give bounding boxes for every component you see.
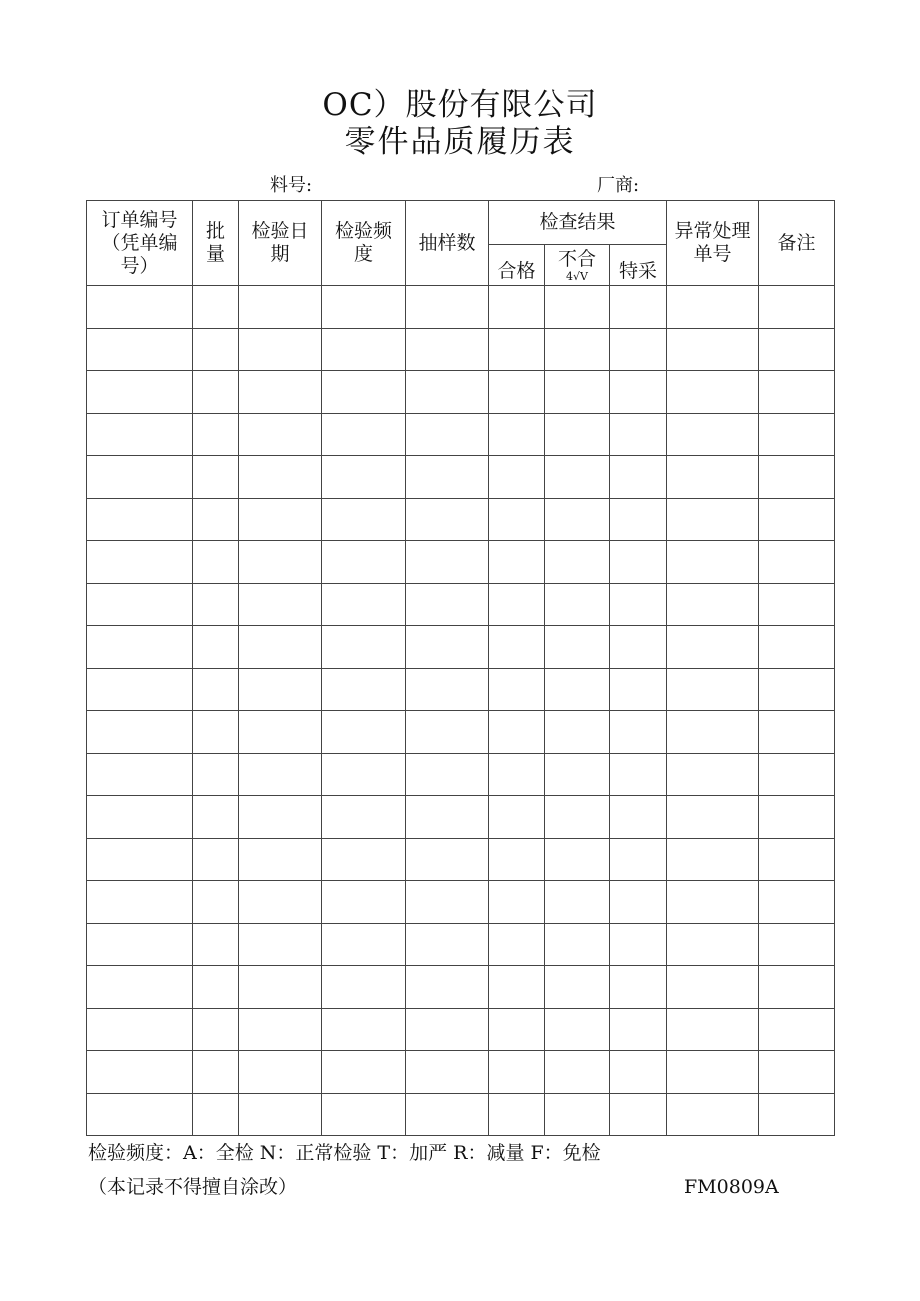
table-cell[interactable] (406, 966, 489, 1009)
table-cell[interactable] (667, 881, 759, 924)
table-cell[interactable] (239, 711, 322, 754)
table-cell[interactable] (759, 371, 835, 414)
table-cell[interactable] (545, 626, 610, 669)
table-row (87, 286, 835, 329)
header-fail-note: 4√V (566, 269, 588, 283)
header-inspection-date: 检验日 期 (239, 201, 322, 286)
table-cell[interactable] (759, 541, 835, 584)
table-cell[interactable] (759, 413, 835, 456)
table-cell[interactable] (759, 456, 835, 499)
table-cell[interactable] (610, 1093, 667, 1136)
table-cell[interactable] (239, 796, 322, 839)
table-cell[interactable] (759, 838, 835, 881)
table-cell[interactable] (759, 328, 835, 371)
table-cell[interactable] (239, 1093, 322, 1136)
header-pass: 合格 (489, 245, 545, 286)
table-cell[interactable] (239, 626, 322, 669)
table-cell[interactable] (489, 328, 545, 371)
table-cell[interactable] (610, 923, 667, 966)
table-row (87, 498, 835, 541)
table-cell[interactable] (87, 966, 193, 1009)
table-row (87, 413, 835, 456)
table-cell[interactable] (545, 1051, 610, 1094)
table-cell[interactable] (322, 711, 406, 754)
table-row (87, 626, 835, 669)
table-row (87, 371, 835, 414)
table-cell[interactable] (545, 456, 610, 499)
table-cell[interactable] (322, 583, 406, 626)
table-cell[interactable] (322, 1093, 406, 1136)
table-cell[interactable] (545, 1093, 610, 1136)
table-cell[interactable] (87, 413, 193, 456)
part-number-label: 料号: (270, 175, 313, 196)
table-cell[interactable] (87, 881, 193, 924)
table-cell[interactable] (322, 796, 406, 839)
table-row (87, 796, 835, 839)
table-cell[interactable] (406, 286, 489, 329)
table-cell[interactable] (759, 966, 835, 1009)
table-cell[interactable] (667, 626, 759, 669)
table-cell[interactable] (322, 923, 406, 966)
table-cell[interactable] (193, 1008, 239, 1051)
table-cell[interactable] (667, 583, 759, 626)
table-row (87, 1008, 835, 1051)
table-cell[interactable] (322, 753, 406, 796)
table-cell[interactable] (489, 1008, 545, 1051)
table-cell[interactable] (610, 498, 667, 541)
table-cell[interactable] (759, 881, 835, 924)
company-name: OC）股份有限公司 (322, 87, 598, 123)
table-row (87, 668, 835, 711)
table-cell[interactable] (667, 371, 759, 414)
table-cell[interactable] (87, 796, 193, 839)
table-cell[interactable] (610, 541, 667, 584)
table-cell[interactable] (87, 1008, 193, 1051)
table-cell[interactable] (610, 286, 667, 329)
table-row (87, 456, 835, 499)
table-cell[interactable] (87, 838, 193, 881)
table-cell[interactable] (667, 923, 759, 966)
table-cell[interactable] (87, 711, 193, 754)
table-cell[interactable] (87, 1093, 193, 1136)
table-cell[interactable] (489, 1051, 545, 1094)
quality-history-table (86, 200, 835, 1136)
table-cell[interactable] (322, 838, 406, 881)
table-cell[interactable] (322, 371, 406, 414)
table-cell[interactable] (610, 583, 667, 626)
table-cell[interactable] (610, 456, 667, 499)
table-cell[interactable] (610, 1008, 667, 1051)
table-cell[interactable] (759, 796, 835, 839)
table-cell[interactable] (406, 1008, 489, 1051)
table-cell[interactable] (239, 498, 322, 541)
table-cell[interactable] (489, 1093, 545, 1136)
table-cell[interactable] (406, 456, 489, 499)
table-cell[interactable] (239, 966, 322, 1009)
table-cell[interactable] (87, 668, 193, 711)
table-cell[interactable] (87, 371, 193, 414)
table-cell[interactable] (406, 923, 489, 966)
table-cell[interactable] (489, 753, 545, 796)
table-cell[interactable] (610, 838, 667, 881)
table-cell[interactable] (667, 1093, 759, 1136)
table-cell[interactable] (489, 796, 545, 839)
table-cell[interactable] (87, 498, 193, 541)
table-cell[interactable] (87, 583, 193, 626)
header-lot-size: 批 量 (193, 201, 239, 286)
table-cell[interactable] (322, 498, 406, 541)
table-cell[interactable] (667, 286, 759, 329)
table-cell[interactable] (667, 668, 759, 711)
table-cell[interactable] (193, 583, 239, 626)
table-cell[interactable] (545, 966, 610, 1009)
table-cell[interactable] (193, 1051, 239, 1094)
table-cell[interactable] (667, 328, 759, 371)
table-cell[interactable] (545, 286, 610, 329)
table-cell[interactable] (489, 456, 545, 499)
table-cell[interactable] (759, 626, 835, 669)
table-cell[interactable] (87, 1051, 193, 1094)
table-cell[interactable] (610, 881, 667, 924)
table-row (87, 711, 835, 754)
table-cell[interactable] (489, 626, 545, 669)
table-cell[interactable] (193, 668, 239, 711)
header-inspection-result: 检查结果 (489, 201, 667, 245)
table-cell[interactable] (322, 668, 406, 711)
header-sample-quantity: 抽样数 (406, 201, 489, 286)
table-cell[interactable] (406, 668, 489, 711)
table-cell[interactable] (545, 371, 610, 414)
table-cell[interactable] (610, 626, 667, 669)
table-cell[interactable] (489, 838, 545, 881)
table-cell[interactable] (193, 456, 239, 499)
vendor-label: 厂商: (597, 175, 640, 196)
header-special-acceptance: 特采 (610, 245, 667, 286)
table-cell[interactable] (87, 456, 193, 499)
table-cell[interactable] (239, 838, 322, 881)
table-cell[interactable] (610, 711, 667, 754)
table-row (87, 881, 835, 924)
table-cell[interactable] (87, 328, 193, 371)
table-cell[interactable] (193, 328, 239, 371)
table-cell[interactable] (193, 541, 239, 584)
table-cell[interactable] (759, 1008, 835, 1051)
table-row (87, 328, 835, 371)
table-cell[interactable] (667, 753, 759, 796)
table-cell[interactable] (193, 413, 239, 456)
table-cell[interactable] (545, 1008, 610, 1051)
table-cell[interactable] (239, 668, 322, 711)
table-cell[interactable] (322, 1008, 406, 1051)
no-alteration-note: （本记录不得擅自涂改） (88, 1176, 298, 1198)
table-cell[interactable] (193, 923, 239, 966)
table-cell[interactable] (322, 881, 406, 924)
table-cell[interactable] (667, 796, 759, 839)
table-cell[interactable] (545, 668, 610, 711)
table-cell[interactable] (406, 328, 489, 371)
table-cell[interactable] (322, 626, 406, 669)
table-cell[interactable] (406, 541, 489, 584)
table-cell[interactable] (759, 923, 835, 966)
header-order-number: 订单编号 （凭单编 号） (87, 201, 193, 286)
table-cell[interactable] (759, 583, 835, 626)
table-cell[interactable] (667, 711, 759, 754)
table-cell[interactable] (759, 668, 835, 711)
table-cell[interactable] (87, 626, 193, 669)
table-row (87, 838, 835, 881)
table-cell[interactable] (322, 328, 406, 371)
table-cell[interactable] (545, 583, 610, 626)
table-cell[interactable] (239, 1008, 322, 1051)
table-cell[interactable] (489, 371, 545, 414)
header-row (87, 201, 835, 245)
table-cell[interactable] (759, 286, 835, 329)
form-title: 零件品质履历表 (344, 124, 576, 160)
table-cell[interactable] (759, 711, 835, 754)
table-row (87, 966, 835, 1009)
table-cell[interactable] (322, 456, 406, 499)
table-row (87, 583, 835, 626)
table-cell[interactable] (193, 711, 239, 754)
table-cell[interactable] (489, 498, 545, 541)
table-cell[interactable] (489, 286, 545, 329)
table-cell[interactable] (545, 328, 610, 371)
table-cell[interactable] (239, 583, 322, 626)
table-cell[interactable] (545, 711, 610, 754)
table-cell[interactable] (193, 881, 239, 924)
header-inspection-frequency: 检验频 度 (322, 201, 406, 286)
table-cell[interactable] (545, 881, 610, 924)
table-cell[interactable] (545, 541, 610, 584)
table-cell[interactable] (610, 753, 667, 796)
table-cell[interactable] (239, 328, 322, 371)
table-cell[interactable] (406, 626, 489, 669)
table-cell[interactable] (239, 371, 322, 414)
table-cell[interactable] (545, 796, 610, 839)
table-cell[interactable] (239, 413, 322, 456)
table-cell[interactable] (667, 1051, 759, 1094)
table-cell[interactable] (489, 966, 545, 1009)
table-cell[interactable] (193, 753, 239, 796)
table-cell[interactable] (759, 1093, 835, 1136)
table-cell[interactable] (406, 583, 489, 626)
table-cell[interactable] (667, 456, 759, 499)
table-cell[interactable] (489, 711, 545, 754)
table-cell[interactable] (667, 413, 759, 456)
table-cell[interactable] (667, 1008, 759, 1051)
table-cell[interactable] (489, 668, 545, 711)
table-cell[interactable] (545, 923, 610, 966)
table-cell[interactable] (239, 923, 322, 966)
table-cell[interactable] (239, 1051, 322, 1094)
table-cell[interactable] (489, 413, 545, 456)
table-cell[interactable] (322, 966, 406, 1009)
table-row (87, 1093, 835, 1136)
table-cell[interactable] (193, 626, 239, 669)
table-cell[interactable] (489, 583, 545, 626)
table-cell[interactable] (87, 753, 193, 796)
table-cell[interactable] (667, 966, 759, 1009)
table-cell[interactable] (545, 838, 610, 881)
table-cell[interactable] (322, 1051, 406, 1094)
table-cell[interactable] (406, 1051, 489, 1094)
table-cell[interactable] (193, 838, 239, 881)
table-cell[interactable] (406, 498, 489, 541)
table-cell[interactable] (545, 753, 610, 796)
table-cell[interactable] (667, 838, 759, 881)
table-cell[interactable] (406, 881, 489, 924)
table-cell[interactable] (239, 286, 322, 329)
table-cell[interactable] (610, 413, 667, 456)
table-cell[interactable] (610, 966, 667, 1009)
table-cell[interactable] (489, 541, 545, 584)
table-cell[interactable] (193, 1093, 239, 1136)
table-row (87, 1051, 835, 1094)
table-cell[interactable] (193, 371, 239, 414)
table-cell[interactable] (322, 413, 406, 456)
table-cell[interactable] (610, 796, 667, 839)
table-cell[interactable] (759, 753, 835, 796)
table-cell[interactable] (322, 541, 406, 584)
table-cell[interactable] (545, 413, 610, 456)
table-cell[interactable] (239, 753, 322, 796)
table-cell[interactable] (759, 498, 835, 541)
table-cell[interactable] (610, 1051, 667, 1094)
table-cell[interactable] (406, 753, 489, 796)
frequency-legend: 检验频度：A：全检 N：正常检验 T：加严 R：减量 F：免检 (88, 1142, 601, 1164)
table-cell[interactable] (667, 541, 759, 584)
table-cell[interactable] (239, 881, 322, 924)
table-cell[interactable] (667, 498, 759, 541)
table-cell[interactable] (87, 541, 193, 584)
table-row (87, 923, 835, 966)
table-cell[interactable] (489, 923, 545, 966)
table-cell[interactable] (610, 328, 667, 371)
table-cell[interactable] (87, 923, 193, 966)
table-cell[interactable] (322, 286, 406, 329)
table-cell[interactable] (239, 456, 322, 499)
table-cell[interactable] (406, 838, 489, 881)
table-cell[interactable] (193, 286, 239, 329)
header-fail: 不合 4√V (545, 245, 610, 286)
table-cell[interactable] (545, 498, 610, 541)
table-cell[interactable] (406, 371, 489, 414)
table-cell[interactable] (193, 796, 239, 839)
table-cell[interactable] (87, 286, 193, 329)
table-cell[interactable] (239, 541, 322, 584)
table-row (87, 753, 835, 796)
table-cell[interactable] (759, 1051, 835, 1094)
table-cell[interactable] (610, 668, 667, 711)
table-cell[interactable] (406, 1093, 489, 1136)
header-exception-number: 异常处理 单号 (667, 201, 759, 286)
table-cell[interactable] (610, 371, 667, 414)
table-cell[interactable] (406, 796, 489, 839)
table-cell[interactable] (193, 498, 239, 541)
header-remarks: 备注 (759, 201, 835, 286)
table-cell[interactable] (406, 711, 489, 754)
table-row (87, 541, 835, 584)
form-code: FM0809A (684, 1176, 779, 1198)
table-cell[interactable] (193, 966, 239, 1009)
table-cell[interactable] (489, 881, 545, 924)
table-cell[interactable] (406, 413, 489, 456)
